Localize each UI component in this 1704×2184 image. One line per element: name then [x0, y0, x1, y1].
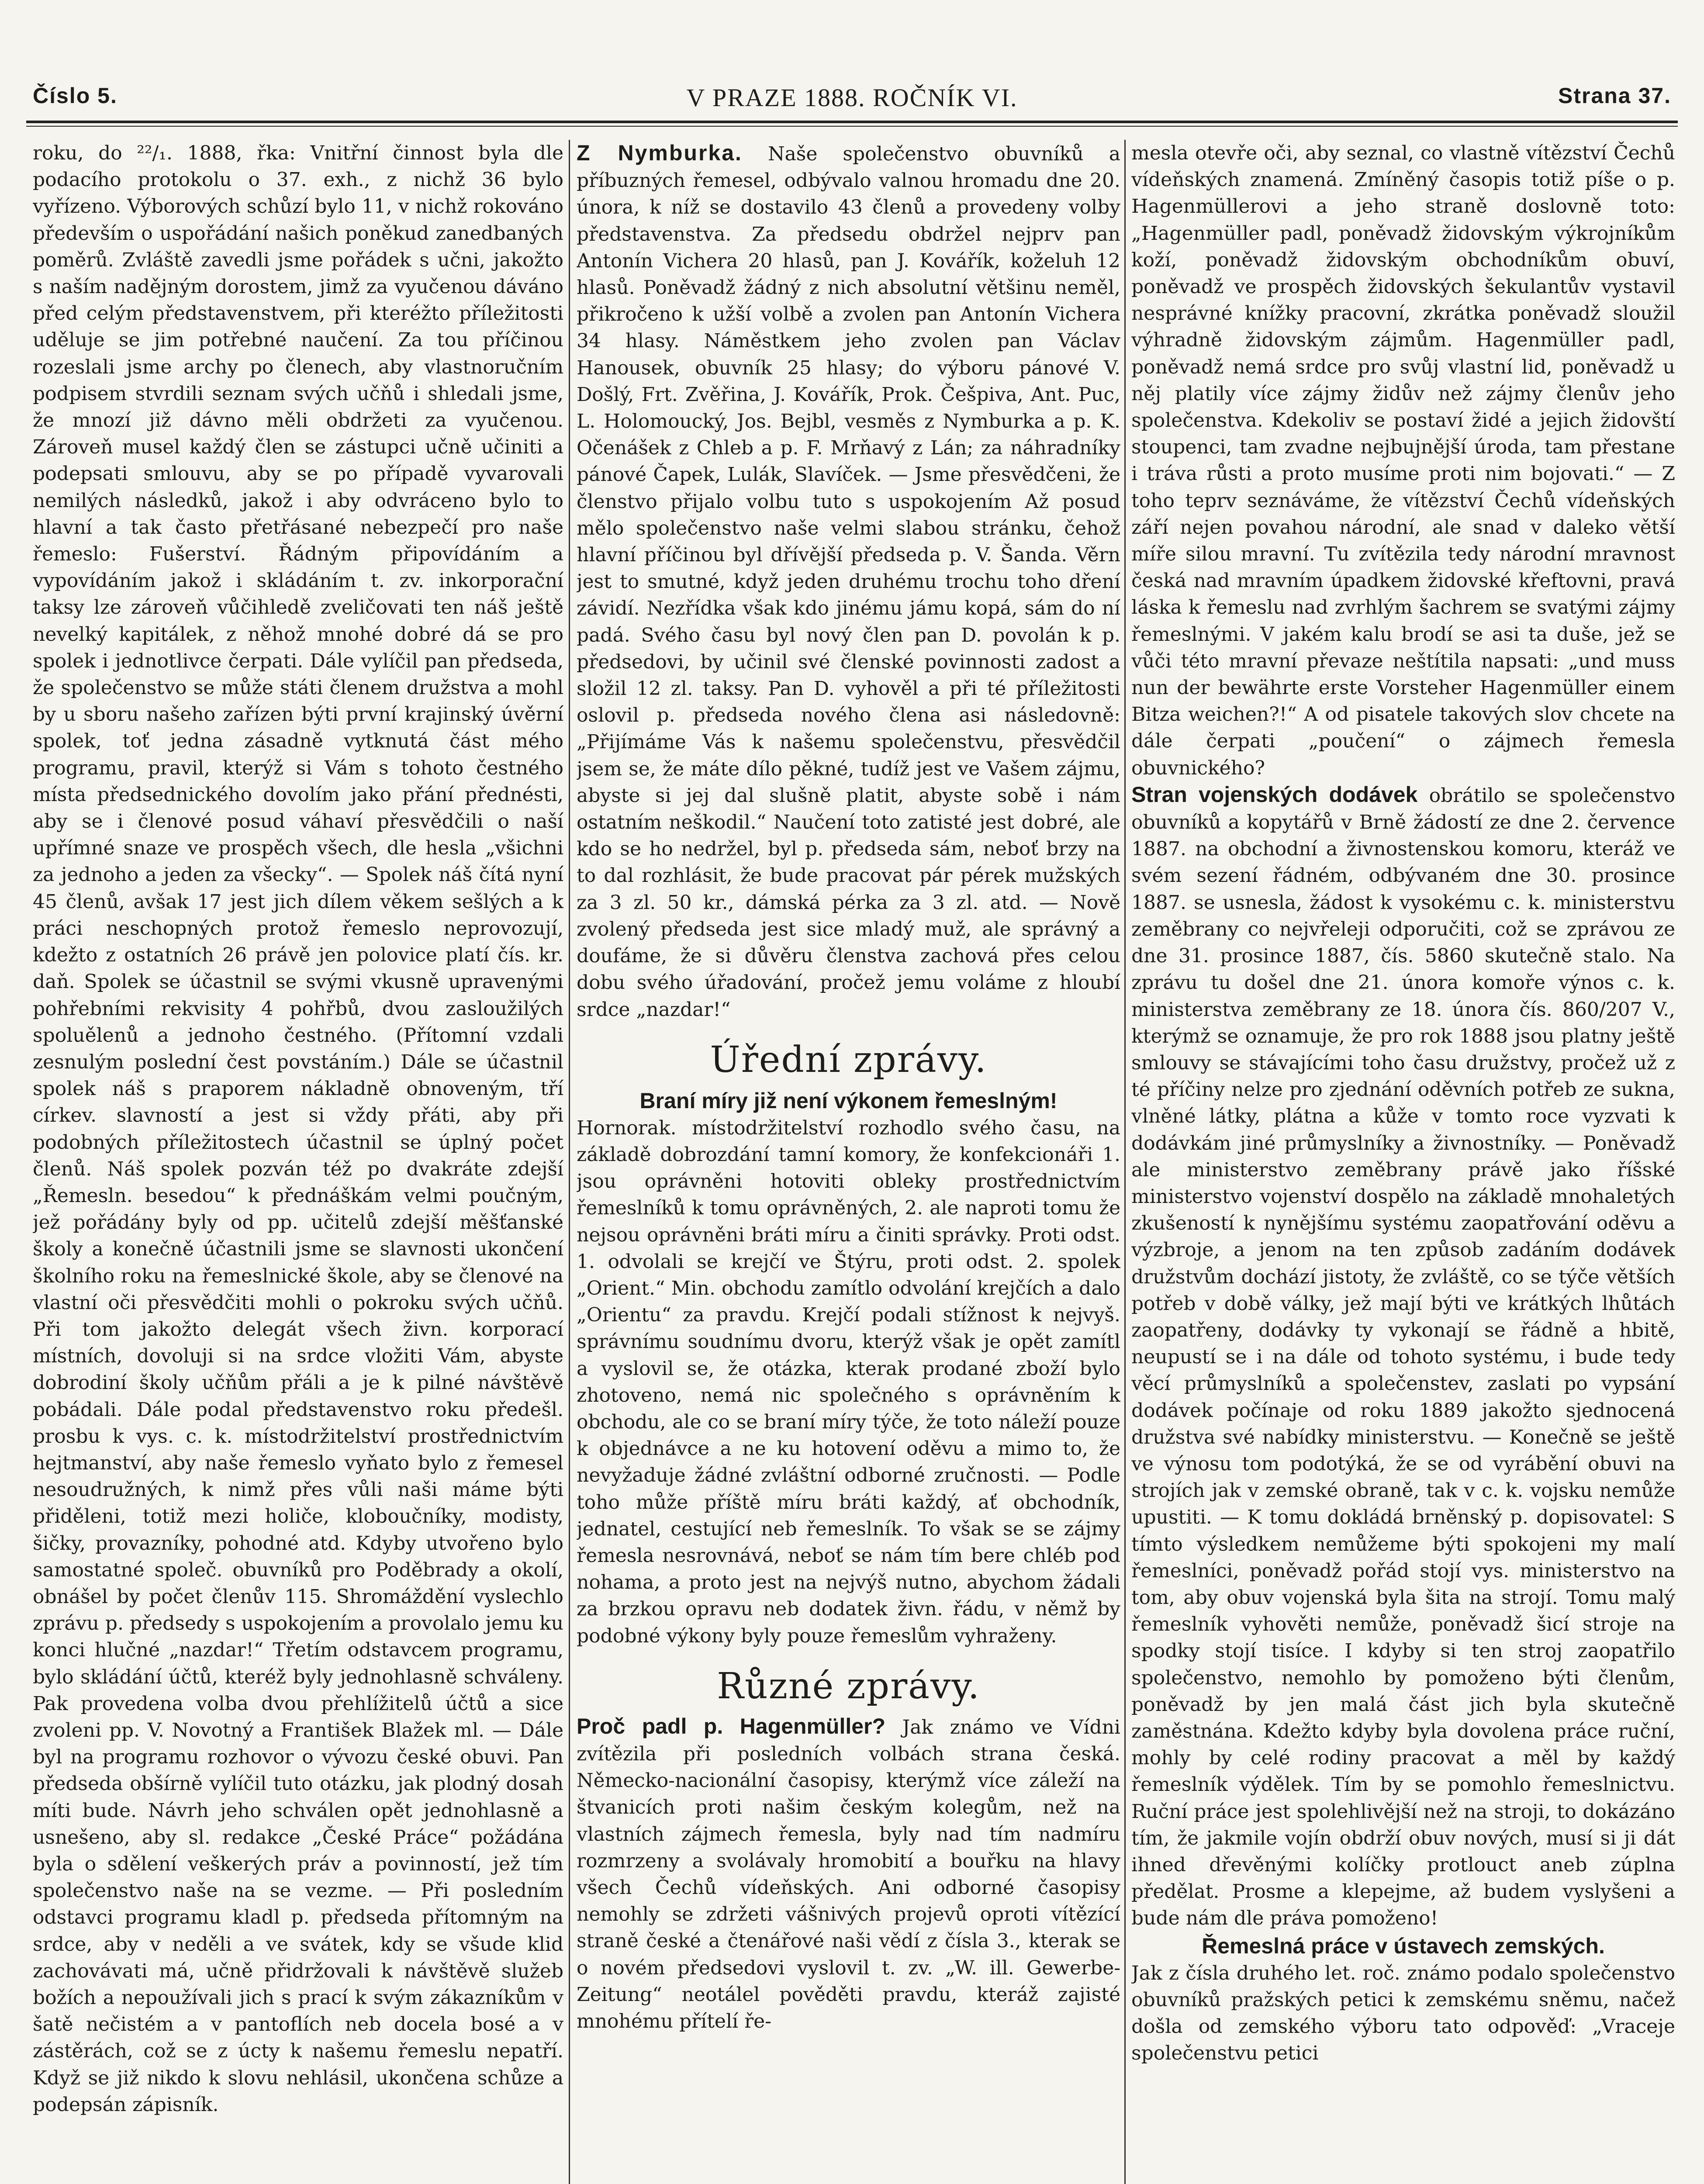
article-subhead: Řemeslná práce v ústavech zemských. — [1202, 1933, 1605, 1958]
column-divider — [569, 140, 570, 2184]
article-text: Naše společenstvo obuvníků a příbuzných řemesel, odbývalo valnou hromadu dne 20. února, k níž se dostavilo 43 členů a provedeny volby představenstva. Za předsedu obdržel nejprv pan Antonín Vichera 20 hlasů, pan J. Kovářík, koželuh 12 hlasů. Poněvadž žádný z nich absolutní většinu neměl, přikročeno k užší volbě a zvolen pan Antonín Vichera 34 hlasy. Náměstkem jeho zvolen pan Václav Hanousek, obuvník 25 hlasy; do výboru pánové V. Došlý, Frt. Zvěřina, J. Kovářík, Prok. Češpiva, Ant. Puc, L. Holomoucký, Jos. Bejbl, vesměs z Nymburka a p. K. Očenášek z Chleb a p. F. Mrňavý z Lán; za náhradníky pánové Čapek, Lulák, Slavíček. — Jsme přesvědčeni, že členstvo přijalo volbu tuto s uspokojením Až posud mělo společenstvo naše velmi slabou stránku, čehož hlavní příčinou byl dřívější předseda p. V. Šanda. Věrn jest to smutné, když jeden druhému trochu toho dření závidí. Nezřídka však kdo jinému jámu kopá, sám do ní padá. Svého času byl nový člen pan D. povolán k p. předsedovi, by učinil své členské povinnosti zadost a složil 12 zl. taksy. Pan D. vyhověl a při té příležitosti oslovil p. předseda nového člena asi následovně: „Přijímáme Vás k našemu společenstvu, přesvědčil jsem se, že máte dílo pěkné, tudíž jest ve Vašem zájmu, abyste si jej dal slušně platit, abyste sobě i nám ostatním neškodil.“ Naučení toto zatisté jest dobré, ale kdo se ho nedržel, byl p. předseda sám, neboť brzy na to dal rozhlásit, že bude pracovat pár pérek mužských za 3 zl. 50 kr., dámská pérka za 3 zl. atd. — Nově zvolený předseda jest sice mladý muž, ale správný a doufáme, že si důvěru členstva zachová přes celou dobu svého úřadování, pročež jemu voláme z hloubí srdce „nazdar!“ — [577, 143, 1120, 1021]
issue-number: Číslo 5. — [33, 83, 118, 108]
section-title-official: Úřední zprávy. — [710, 1039, 987, 1081]
article-text: Hornorak. místodržitelství rozhodlo svého času, na základě dobrozdání tamní komory, že konfekcionáři 1. jsou oprávněni hotoviti obleky prostřednictvím řemeslníků k tomu oprávněných, 2. ale naproti tomu že nejsou oprávněni bráti míru a činiti správky. Proti odst. 1. odvolali se krejčí ve Štýru, proti odst. 2. spolek „Orient.“ Min. obchodu zamítlo odvolání krejčích a dalo „Orientu“ za pravdu. Krejčí podali stížnost k nejvyš. správnímu soudnímu dvoru, kterýž však je opět zamítl a vyslovil se, že otázka, kterak prodané zboží bylo zhotoveno, nemá nic společného s oprávněním k obchodu, ale co se braní míry týče, že toto náleží pouze k objednávce a ne ku hotovení oděvu a mimo to, že nevyžaduje žádné zvláštní odborné zručnosti. — Podle toho může příště míru bráti každý, ať obchodník, jednatel, cestující neb řemeslník. To však se se zájmy řemesla nesrovnává, neboť se nám tím bere chléb pod nohama, a proto jest na nejvýš nutno, abychom žádali za brzkou opravu neb dodatek živn. řádu, v němž by podobné výkony byly pouze řemeslům vyhraženy. — [577, 1116, 1120, 1647]
header-rule-thin — [26, 126, 1678, 127]
article-lead: Z Nymburka. — [577, 141, 743, 165]
header-rule — [26, 121, 1678, 123]
article-text: Jak z čísla druhého let. roč. známo podalo společenstvo obuvníků pražských petici k zemskému sněmu, načež došla od zemského výboru tato odpověď: „Vraceje společenstvu petici — [1131, 1962, 1675, 2065]
masthead: V PRAZE 1888. ROČNÍK VI. — [686, 83, 1018, 112]
article-lead: Stran vojenských dodávek — [1131, 782, 1418, 807]
page-number: Strana 37. — [1558, 83, 1671, 108]
article-lead: Proč padl p. Hagenmüller? — [577, 1714, 886, 1738]
article-hagenmuller — [577, 1713, 1120, 2035]
column-divider — [1124, 140, 1126, 2184]
section-title-misc: Různé zprávy. — [717, 1665, 980, 1707]
article-text: mesla otevře oči, aby seznal, co vlastně vítězství Čechů vídeňských znamená. Zmíněný časopis totiž píše o p. Hagenmüllerovi a jeho straně doslovně toto: „Hagenmüller padl, poněvadž židovským výkrojníkům koží, poněvadž židovským obchodníkům obuví, poněvadž ve prospěch židovských šekulantův vystavil nesprávné knížky pracovní, zkrátka poněvadž sloužil výhradně židovským zájmům. Hagenmüller padl, poněvadž nemá srdce pro svůj vlastní lid, poněvadž u něj platily více zájmy židův než zájmy členův jeho společenstva. Kdekoliv se postaví židé a jejich židovští stoupenci, tam zvadne nejbujnější úroda, tam přestane i tráva růsti a proto musíme proti nim bojovati.“ — Z toho teprv seznáváme, že vítězství Čechů vídeňských září nejen povahou národní, ale snad v daleko větší míře silou mravní. Tu zvítězila tedy národní mravnost česká nad mravním úpadkem židovské křeftovni, pravá láska k řemeslu nad zvrhlým šachrem se svatými zájmy řemeslnými. V jakém kalu brodí se asi ta duše, jež se vůči této mravní převaze neštítila napsati: „und muss nun der bewährte erste Vorsteher Hagenmüller einem Bitza weichen?!“ A od pisatele takových slov chcete na dále čerpati „poučení“ o zájmech řemesla obuvnického? — [1131, 142, 1675, 779]
article-text: obrátilo se společenstvo obuvníků a kopytářů v Brně žádostí ze dne 2. července 1887. na obchodní a živnostenskou komoru, kteráž ve svém sezení řádném, odbývaném dne 30. prosince 1887. se usnesla, žádost k vysokému c. k. ministerstvu zeměbrany co nejvřeleji odporučiti, což se zprávou ze dne 31. prosince 1887, čís. 5860 skutečně stalo. Na zprávu tu došel dne 21. února komoře výnos c. k. ministerstva zeměbrany ze 18. února čís. 860/207 V., kterýmž se oznamuje, že pro rok 1888 jsou platny ještě smlouvy se stávajícími toho času družstvy, pročež už z té příčiny nelze pro zjednání oděvních potřeb ze sukna, vlněné látky, plátna a kůže v tomto roce vyzvati k dodávkám jiné průmyslníky a živnostníky. — Poněvadž ale ministerstvo zeměbrany právě jako říšské ministerstvo vojenství dospělo na základě mnohaletých zkušeností k nynějšímu systému zaopatřování oděvu a výzbroje, a jenom na ten způsob zadáním dodávek družstvům dochází jistoty, že zvláště, co se týče větších potřeb v době války, jež mají býti ve krátkých lhůtách zaopatřeny, dodávky ty vykonají se řádně a hbitě, neupustí se i na dále od tohoto systému, i bude tedy věcí průmyslníků a společenstev, zaslati po vypsání dodávek počínaje od roku 1889 jakožto sjednocená družstva své nabídky ministerstvu. — Konečně se ještě ve výnosu tom podotýká, že se od vyrábění obuvi na strojích jak v zemské obraně, tak v c. k. vojsku nemůže upustiti. — K tomu dokládá brněnský p. dopisovatel: S tímto výsledkem nemůžeme býti spokojeni my malí řemeslníci, poněvadž pořád stojí vys. ministerstvo na tom, aby obuv vojenská byla šita na strojí. Tomu malý řemeslník vyhověti nemůže, poněvadž šicí stroje na spodky stojí tisíce. I kdyby si ten stroj zaopatřilo společenstvo, nemohlo by pomoženo býti členům, poněvadž by jen malá část jich byla skutečně zaměstnána. Kdežto kdyby byla dovolena práce ruční, mohly by celé rodiny pracovat a měl by každý řemeslník výdělek. Tím by se pomohlo řemeslnictvu. Ruční práce jest spolehlivější než na stroji, to dokázáno tím, že jakmile vojín obdrží obuv nových, musí si ji dát ihned dřevěnými kolíčky protlouct aneb zúplna předělat. Prosme a klepejme, až budem vyslyšeni a bude nám dle práva pomoženo! — [1131, 784, 1675, 1930]
column-2 — [577, 140, 1120, 2184]
page-header — [33, 83, 1671, 114]
column-3 — [1131, 140, 1675, 2184]
article-nymburk — [577, 140, 1120, 1023]
article-subhead: Braní míry již není výkonem řemeslným! — [639, 1088, 1058, 1113]
article-military-supplies — [1131, 781, 1675, 1932]
article-text: Jak známo ve Vídni zvítězila při posledních volbách strana česká. Německo-nacionální časopisy, kterýmž více záleží na štvanicích proti našim českým kolegům, než na vlastních zájmech řemesla, byly nad tím nadmíru rozmrzeny a svolávaly hromobití a bouřku na hlavy všech Čechů vídeňských. Ani odborné časopisy nemohly se zdržeti vášnivých projevů oproti vítězící straně české a čtenářové naši vědí z čísla 3., kterak se o novém předsedovi vyslovil t. zv. „W. ill. Gewerbe-Zeitung“ neotálel pověděti pravdu, kteráž zajisté mnohému přítelí ře- — [577, 1716, 1120, 2032]
article-text: roku, do ²²/₁. 1888, řka: Vnitřní činnost byla dle podacího protokolu o 37. exh., z nichž 36 bylo vyřízeno. Výborových schůzí bylo 11, v nichž rokováno především o uspořádání našich poněkud zanedbaných poměrů. Zvláště zavedli jsme pořádek s učni, jakožto s naším nadějným dorostem, jimž za vyučenou dáváno před celým představenstvem, při kteréžto příležitosti uděluje se jim potřebné naučení. Za tou příčinou rozeslali jsme archy po členech, aby vlastnoručním podpisem stvrdili seznam svých učňů i shledali jsme, že mnozí již dávno měli obdržeti za vyučenou. Zároveň musel každý člen se zástupci učně učiniti a podepsati smlouvu, aby se po případě vyvarovali nemilých následků, jakož i aby odvráceno bylo to hlavní a tak často přetřásané nebezpečí pro naše řemeslo: Fušerství. Řádným připovídáním a vypovídáním jakož i skládáním t. zv. inkorporační taksy lze zároveň vůčihledě zveličovati ten náš ještě nevelký kapitálek, z něhož mnohé dobré dá se pro spolek i jednotlivce čerpati. Dále vylíčil pan předseda, že společenstvo se může státi členem družstva a mohl by u sboru našeho zařízen býti první krajinský úvěrní spolek, toť jedna zásadně vytknutá část mého programu, pravil, kterýž si Vám s tohoto čestného místa předsednického dovolím jako přání přednésti, aby se i členové posud váhaví přesvědčili o naší upřímné snaze ve prospěch všech, dle hesla „všichni za jednoho a jeden za všecky“. — Spolek náš čítá nyní 45 členů, avšak 17 jest jich dílem věkem sešlých a k práci neschopných protož řemeslo neprovozují, kdežto z ostatních 26 právě jen polovice platí čís. kr. daň. Spolek se účastnil se svými vkusně upravenými pohřebními rekvisity 4 pohřbů, dvou zasloužilých spoluělenů a jednoho čestného. (Přítomní vzdali zesnulým poslední čest povstáním.) Dále se účastnil spolek náš s praporem nákladně obnoveným, tří církev. slavností a jest si vždy přáti, aby při podobných příležitostech účastnil se úplný počet členů. Náš spolek pozván též po dvakráte zdejší „Řemesln. besedou“ k přednáškám velmi poučným, jež pořádány byly od pp. učitelů zdejší měšťanské školy a konečně účastnili jsme se slavnosti ukončení školního roku na řemeslnické škole, aby se členové na vlastní oči přesvědčiti mohli o pokroku svých učňů. Při tom jakožto delegát všech živn. korporací místních, dovoluji si na srdce vložiti Vám, abyste dobrodiní školy učňům přáli a je k pilné návštěvě pobádali. Dále podal představenstvo roku předešl. prosbu k vys. c. k. místodržitelství prostřednictvím hejtmanství, aby naše řemeslo vyňato bylo z řemesel nesoudružných, k nimž přes vůli naši máme býti přiděleni, totiž mezi holiče, kloboučníky, modisty, šičky, provazníky, pohodné atd. Kdyby utvořeno bylo samostatné společ. obuvníků pro Poděbrady a okolí, obnášel by počet členův 115. Shromáždění vyslechlo zprávu p. předsedy s uspokojením a provolalo jemu ku konci hlučné „nazdar!“ Třetím odstavcem programu, bylo skládání účtů, kteréž byly jednohlasně schváleny. Pak provedena volba dvou přehlížitelů účtů a sice zvoleni pp. V. Novotný a František Blažek ml. — Dále byl na programu rozhovor o vývozu české obuvi. Pan předseda obšírně vylíčil tuto otázku, jak plodný dosah míti bude. Návrh jeho schválen opět jednohlasně a usnešeno, aby sl. redakce „České Práce“ požádána byla o sdělení veškerých práv a povinností, jež tím společenstvo naše na se vezme. — Při posledním odstavci programu kladl p. předseda přítomným na srdce, aby v neděli a ve svátek, kdy se všude klid zachovávati má, učně přidržovali k návštěvě služeb božích a nepoužívali jich s prací k svým zákazníkům v šatě nečistém a v pantoflích neb docela bosé a v zástěrách, což se z úcty k našemu řemeslu nepatří. Když se již nikdo k slovu nehlásil, ukončena schůze a podepsán zápisník. — [33, 142, 563, 2116]
column-1 — [33, 140, 563, 2184]
